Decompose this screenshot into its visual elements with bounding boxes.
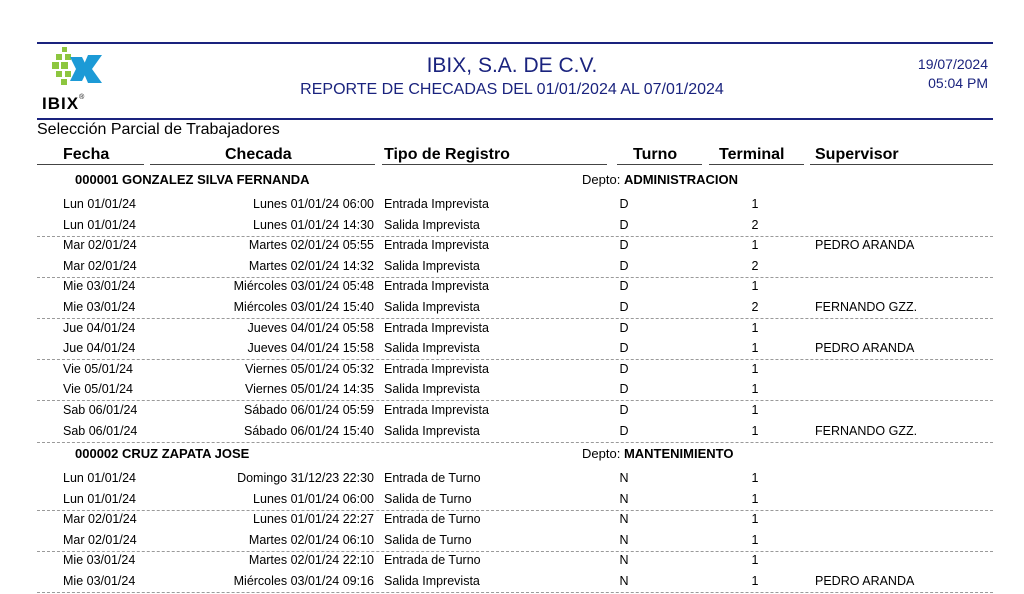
- col-underline-fecha: [37, 164, 144, 165]
- table-row: [0, 424, 1024, 444]
- cell-terminal: 1: [751, 532, 759, 547]
- table-row: [0, 362, 1024, 382]
- cell-tipo: Entrada Imprevista: [384, 279, 489, 294]
- cell-fecha: Lun 01/01/24: [63, 471, 136, 485]
- cell-checada: Sábado 06/01/24 15:40: [244, 423, 374, 438]
- col-header-tipo: Tipo de Registro: [384, 146, 510, 163]
- col-underline-supervisor: [810, 164, 993, 165]
- cell-supervisor: FERNANDO GZZ.: [815, 300, 918, 314]
- row-separator: [37, 236, 993, 237]
- cell-terminal: 1: [751, 574, 759, 588]
- table-row: [0, 382, 1024, 402]
- cell-tipo: Salida Imprevista: [384, 423, 480, 438]
- table-row: [0, 321, 1024, 341]
- col-header-terminal: Terminal: [719, 146, 785, 163]
- cell-turno: N: [619, 512, 629, 527]
- department-label: Depto: ADMINISTRACION: [582, 172, 739, 187]
- table-row: [0, 403, 1024, 423]
- col-underline-terminal: [709, 164, 804, 165]
- cell-turno: D: [619, 197, 629, 211]
- cell-checada: Martes 02/01/24 22:10: [248, 553, 374, 568]
- report-date: 19/07/2024: [917, 56, 988, 72]
- cell-fecha: Sab 06/01/24: [63, 423, 138, 438]
- cell-checada: Lunes 01/01/24 14:30: [253, 217, 374, 232]
- selection-label: Selección Parcial de Trabajadores: [37, 121, 280, 138]
- col-underline-tipo: [382, 164, 607, 165]
- cell-checada: Viernes 05/01/24 14:35: [244, 382, 374, 397]
- row-separator: [37, 510, 993, 511]
- cell-terminal: 1: [751, 382, 759, 397]
- cell-terminal: 1: [751, 491, 759, 506]
- cell-terminal: 1: [751, 341, 759, 356]
- cell-fecha: Jue 04/01/24: [63, 320, 136, 335]
- cell-tipo: Salida de Turno: [384, 532, 472, 547]
- col-header-supervisor: Supervisor: [815, 146, 899, 163]
- col-underline-turno: [617, 164, 702, 165]
- cell-fecha: Jue 04/01/24: [63, 341, 136, 356]
- logo-wordmark: IBIX®: [42, 94, 86, 113]
- cell-checada: Martes 02/01/24 05:55: [248, 238, 374, 253]
- cell-fecha: Mar 02/01/24: [63, 532, 137, 547]
- cell-turno: D: [619, 341, 629, 356]
- cell-fecha: Mie 03/01/24: [63, 574, 136, 588]
- col-underline-checada: [150, 164, 375, 165]
- cell-tipo: Entrada de Turno: [384, 553, 481, 568]
- cell-terminal: 2: [751, 217, 759, 232]
- header-bottom-rule: [37, 118, 993, 120]
- cell-turno: D: [619, 423, 629, 438]
- cell-checada: Miércoles 03/01/24 15:40: [233, 300, 374, 314]
- cell-fecha: Mar 02/01/24: [63, 258, 137, 273]
- header-top-rule: [37, 42, 993, 44]
- cell-turno: N: [619, 574, 629, 588]
- table-row: [0, 259, 1024, 279]
- cell-checada: Miércoles 03/01/24 05:48: [233, 279, 374, 294]
- department-label: Depto: MANTENIMIENTO: [582, 446, 734, 461]
- cell-tipo: Entrada Imprevista: [384, 238, 489, 253]
- cell-checada: Martes 02/01/24 06:10: [248, 532, 374, 547]
- cell-tipo: Entrada de Turno: [384, 512, 481, 527]
- cell-tipo: Salida Imprevista: [384, 217, 480, 232]
- table-row: [0, 512, 1024, 532]
- cell-turno: D: [619, 300, 629, 314]
- cell-turno: N: [619, 532, 629, 547]
- cell-terminal: 1: [751, 238, 759, 253]
- cell-terminal: 1: [751, 553, 759, 568]
- table-row: [0, 300, 1024, 320]
- table-row: [0, 218, 1024, 238]
- cell-tipo: Salida Imprevista: [384, 258, 480, 273]
- cell-fecha: Sab 06/01/24: [63, 403, 138, 417]
- col-header-turno: Turno: [633, 146, 678, 163]
- employee-header: 000001 GONZALEZ SILVA FERNANDA: [75, 172, 310, 187]
- table-row: [0, 341, 1024, 361]
- table-row: [0, 471, 1024, 491]
- cell-turno: D: [619, 403, 629, 417]
- cell-turno: D: [619, 382, 629, 397]
- cell-fecha: Vie 05/01/24: [63, 382, 133, 397]
- row-separator: [37, 318, 993, 319]
- table-row: [0, 197, 1024, 217]
- cell-fecha: Lun 01/01/24: [63, 217, 136, 232]
- cell-fecha: Mar 02/01/24: [63, 512, 137, 527]
- cell-checada: Lunes 01/01/24 22:27: [253, 512, 374, 527]
- cell-terminal: 2: [751, 258, 759, 273]
- cell-tipo: Entrada Imprevista: [384, 403, 489, 417]
- cell-turno: D: [619, 279, 629, 294]
- cell-supervisor: PEDRO ARANDA: [815, 341, 915, 356]
- cell-terminal: 1: [751, 512, 759, 527]
- cell-supervisor: PEDRO ARANDA: [815, 238, 915, 253]
- row-separator: [37, 277, 993, 278]
- employee-header: 000002 CRUZ ZAPATA JOSE: [75, 446, 250, 461]
- cell-checada: Miércoles 03/01/24 09:16: [233, 574, 374, 588]
- cell-checada: Martes 02/01/24 14:32: [248, 258, 374, 273]
- table-row: [0, 492, 1024, 512]
- cell-terminal: 1: [751, 403, 759, 417]
- cell-fecha: Mie 03/01/24: [63, 279, 136, 294]
- cell-tipo: Salida Imprevista: [384, 382, 480, 397]
- cell-terminal: 1: [751, 320, 759, 335]
- cell-checada: Jueves 04/01/24 05:58: [247, 320, 374, 335]
- cell-terminal: 2: [751, 300, 759, 314]
- cell-checada: Viernes 05/01/24 05:32: [244, 361, 374, 376]
- row-separator: [37, 359, 993, 360]
- row-separator: [37, 551, 993, 552]
- report-title: REPORTE DE CHECADAS DEL 01/01/2024 AL 07/01/2024: [300, 81, 724, 98]
- cell-checada: Domingo 31/12/23 22:30: [237, 471, 374, 485]
- cell-tipo: Salida de Turno: [384, 491, 472, 506]
- cell-turno: D: [619, 320, 629, 335]
- cell-tipo: Entrada de Turno: [384, 471, 481, 485]
- cell-turno: N: [619, 491, 629, 506]
- cell-terminal: 1: [751, 279, 759, 294]
- row-separator: [37, 592, 993, 593]
- cell-fecha: Mar 02/01/24: [63, 238, 137, 253]
- cell-terminal: 1: [751, 197, 759, 211]
- cell-terminal: 1: [751, 361, 759, 376]
- cell-fecha: Lun 01/01/24: [63, 197, 136, 211]
- col-header-checada: Checada: [225, 146, 292, 163]
- row-separator: [37, 400, 993, 401]
- cell-supervisor: PEDRO ARANDA: [815, 574, 915, 588]
- cell-checada: Sábado 06/01/24 05:59: [244, 403, 374, 417]
- cell-turno: D: [619, 217, 629, 232]
- table-row: [0, 574, 1024, 594]
- company-name: IBIX, S.A. DE C.V.: [426, 54, 598, 77]
- cell-turno: D: [619, 238, 629, 253]
- cell-turno: N: [619, 553, 629, 568]
- cell-fecha: Mie 03/01/24: [63, 300, 136, 314]
- cell-checada: Jueves 04/01/24 15:58: [247, 341, 374, 356]
- cell-terminal: 1: [751, 423, 759, 438]
- col-header-fecha: Fecha: [63, 146, 110, 163]
- cell-tipo: Entrada Imprevista: [384, 197, 489, 211]
- cell-tipo: Entrada Imprevista: [384, 361, 489, 376]
- report-time: 05:04 PM: [928, 75, 988, 91]
- table-row: [0, 533, 1024, 553]
- cell-turno: D: [619, 258, 629, 273]
- cell-checada: Lunes 01/01/24 06:00: [253, 197, 374, 211]
- cell-turno: D: [619, 361, 629, 376]
- cell-terminal: 1: [751, 471, 759, 485]
- cell-tipo: Salida Imprevista: [384, 341, 480, 356]
- cell-checada: Lunes 01/01/24 06:00: [253, 491, 374, 506]
- cell-tipo: Salida Imprevista: [384, 300, 480, 314]
- cell-turno: N: [619, 471, 629, 485]
- cell-tipo: Salida Imprevista: [384, 574, 480, 588]
- table-row: [0, 279, 1024, 299]
- cell-supervisor: FERNANDO GZZ.: [815, 423, 918, 438]
- cell-tipo: Entrada Imprevista: [384, 320, 489, 335]
- row-separator: [37, 442, 993, 443]
- cell-fecha: Lun 01/01/24: [63, 491, 136, 506]
- cell-fecha: Mie 03/01/24: [63, 553, 136, 568]
- table-row: [0, 553, 1024, 573]
- cell-fecha: Vie 05/01/24: [63, 361, 133, 376]
- table-row: [0, 238, 1024, 258]
